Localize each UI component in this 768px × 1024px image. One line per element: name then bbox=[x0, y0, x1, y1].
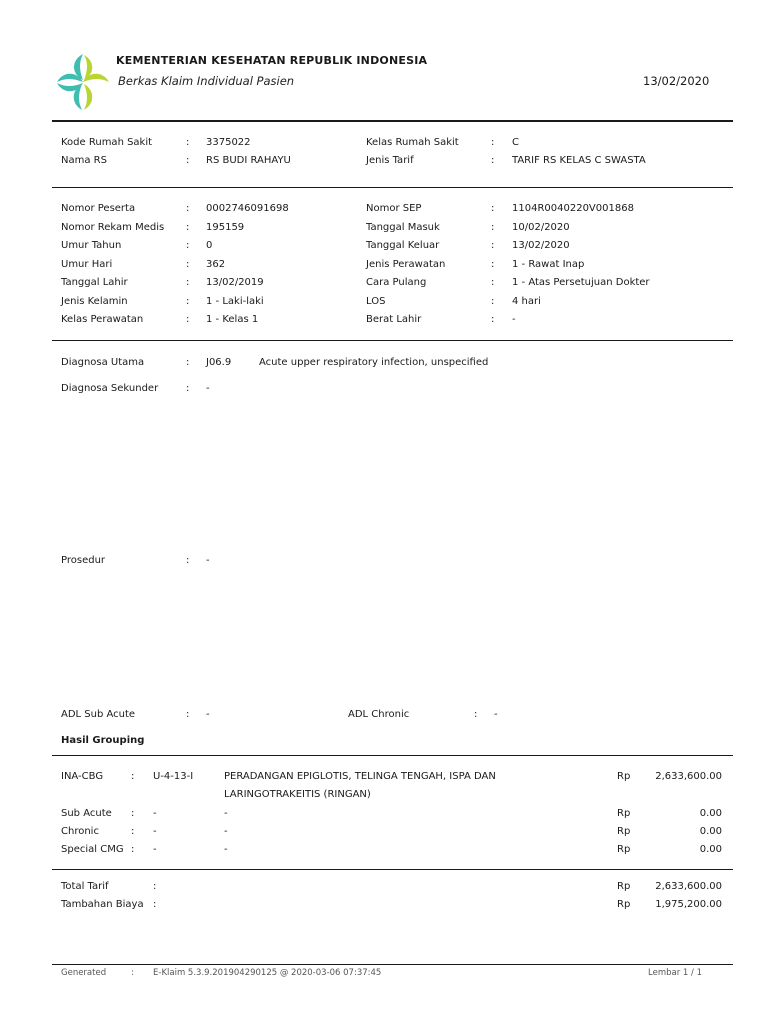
total-tarif-sep: : bbox=[153, 881, 157, 892]
grouping-row-sep: : bbox=[131, 844, 135, 855]
patient-left-label: Kelas Perawatan bbox=[61, 314, 144, 325]
patient-left-value: 0 bbox=[206, 240, 213, 251]
diagnosa-sekunder-sep: : bbox=[186, 383, 190, 394]
patient-left-sep: : bbox=[186, 203, 190, 214]
prosedur-value: - bbox=[206, 555, 210, 566]
kode-rs-label: Kode Rumah Sakit bbox=[61, 137, 153, 148]
tambahan-biaya-sep: : bbox=[153, 899, 157, 910]
grouping-row-desc: - bbox=[224, 808, 228, 819]
adl-sub-acute-sep: : bbox=[186, 709, 190, 720]
prosedur-sep: : bbox=[186, 555, 190, 566]
diagnosa-sekunder-value: - bbox=[206, 383, 210, 394]
tambahan-biaya-label: Tambahan Biaya bbox=[61, 899, 144, 910]
footer-divider bbox=[52, 964, 733, 965]
adl-chronic-label: ADL Chronic bbox=[348, 709, 410, 720]
grouping-divider bbox=[52, 755, 733, 756]
total-tarif-label: Total Tarif bbox=[61, 881, 109, 892]
patient-right-label: Nomor SEP bbox=[366, 203, 422, 214]
grouping-row-amount: 0.00 bbox=[699, 844, 722, 855]
patient-left-sep: : bbox=[186, 314, 190, 325]
patient-right-label: Cara Pulang bbox=[366, 277, 427, 288]
hasil-grouping-heading: Hasil Grouping bbox=[61, 735, 145, 746]
grouping-row-amount: 2,633,600.00 bbox=[655, 771, 722, 782]
patient-left-label: Nomor Peserta bbox=[61, 203, 136, 214]
jenis-tarif-sep: : bbox=[491, 155, 495, 166]
kelas-rs-value: C bbox=[512, 137, 519, 148]
patient-right-value: - bbox=[512, 314, 516, 325]
adl-chronic-value: - bbox=[494, 709, 498, 720]
ministry-title: KEMENTERIAN KESEHATAN REPUBLIK INDONESIA bbox=[116, 54, 428, 67]
patient-right-value: 1 - Rawat Inap bbox=[512, 259, 585, 270]
logo-lime-leaf-bottom bbox=[84, 84, 92, 110]
patient-right-sep: : bbox=[491, 259, 495, 270]
nama-rs-value: RS BUDI RAHAYU bbox=[206, 155, 291, 166]
patient-left-value: 362 bbox=[206, 259, 226, 270]
patient-right-sep: : bbox=[491, 314, 495, 325]
kode-rs-value: 3375022 bbox=[206, 137, 251, 148]
nama-rs-sep: : bbox=[186, 155, 190, 166]
jenis-tarif-label: Jenis Tarif bbox=[366, 155, 414, 166]
patient-left-label: Umur Tahun bbox=[61, 240, 122, 251]
patient-right-value: 13/02/2020 bbox=[512, 240, 570, 251]
patient-divider bbox=[52, 340, 733, 341]
grouping-row-desc: PERADANGAN EPIGLOTIS, TELINGA TENGAH, ISPA DAN bbox=[224, 771, 496, 782]
patient-left-sep: : bbox=[186, 259, 190, 270]
total-divider bbox=[52, 869, 733, 870]
tambahan-biaya-currency: Rp bbox=[617, 899, 631, 910]
patient-right-sep: : bbox=[491, 240, 495, 251]
patient-right-value: 1104R0040220V001868 bbox=[512, 203, 634, 214]
patient-left-sep: : bbox=[186, 222, 190, 233]
tambahan-biaya-amount: 1,975,200.00 bbox=[655, 899, 722, 910]
patient-left-sep: : bbox=[186, 277, 190, 288]
grouping-row-label: Chronic bbox=[61, 826, 99, 837]
generated-sep: : bbox=[131, 968, 134, 978]
diagnosa-utama-desc: Acute upper respiratory infection, unspecified bbox=[259, 357, 489, 368]
document-subtitle: Berkas Klaim Individual Pasien bbox=[118, 74, 295, 88]
generated-label: Generated bbox=[61, 968, 107, 978]
grouping-row-amount: 0.00 bbox=[699, 808, 722, 819]
document-date: 13/02/2020 bbox=[643, 74, 710, 88]
patient-left-sep: : bbox=[186, 296, 190, 307]
total-tarif-currency: Rp bbox=[617, 881, 631, 892]
grouping-row-desc-line2: LARINGOTRAKEITIS (RINGAN) bbox=[224, 789, 371, 800]
grouping-row-label: Special CMG bbox=[61, 844, 124, 855]
diagnosa-utama-sep: : bbox=[186, 357, 190, 368]
grouping-row-sep: : bbox=[131, 808, 135, 819]
patient-right-label: Tanggal Keluar bbox=[366, 240, 440, 251]
grouping-row-label: Sub Acute bbox=[61, 808, 112, 819]
nama-rs-label: Nama RS bbox=[61, 155, 107, 166]
patient-left-label: Jenis Kelamin bbox=[61, 296, 128, 307]
ministry-logo bbox=[55, 52, 111, 112]
total-tarif-amount: 2,633,600.00 bbox=[655, 881, 722, 892]
page-number: Lembar 1 / 1 bbox=[648, 968, 702, 978]
grouping-row-currency: Rp bbox=[617, 826, 631, 837]
patient-right-value: 10/02/2020 bbox=[512, 222, 570, 233]
patient-right-sep: : bbox=[491, 296, 495, 307]
adl-sub-acute-value: - bbox=[206, 709, 210, 720]
patient-left-value: 1 - Kelas 1 bbox=[206, 314, 259, 325]
diagnosa-utama-label: Diagnosa Utama bbox=[61, 357, 145, 368]
generated-value: E-Klaim 5.3.9.201904290125 @ 2020-03-06 07:37:45 bbox=[153, 968, 382, 978]
patient-right-label: LOS bbox=[366, 296, 386, 307]
prosedur-label: Prosedur bbox=[61, 555, 106, 566]
patient-left-value: 1 - Laki-laki bbox=[206, 296, 264, 307]
patient-left-value: 195159 bbox=[206, 222, 245, 233]
patient-left-label: Tanggal Lahir bbox=[61, 277, 128, 288]
grouping-row-code: - bbox=[153, 826, 157, 837]
header-divider bbox=[52, 120, 733, 122]
grouping-row-code: - bbox=[153, 844, 157, 855]
grouping-row-desc: - bbox=[224, 826, 228, 837]
kode-rs-sep: : bbox=[186, 137, 190, 148]
diagnosa-sekunder-label: Diagnosa Sekunder bbox=[61, 383, 159, 394]
grouping-row-currency: Rp bbox=[617, 844, 631, 855]
hospital-divider bbox=[52, 187, 733, 188]
jenis-tarif-value: TARIF RS KELAS C SWASTA bbox=[512, 155, 646, 166]
grouping-row-amount: 0.00 bbox=[699, 826, 722, 837]
patient-right-sep: : bbox=[491, 277, 495, 288]
patient-right-label: Berat Lahir bbox=[366, 314, 422, 325]
grouping-row-code: U-4-13-I bbox=[153, 771, 194, 782]
kelas-rs-sep: : bbox=[491, 137, 495, 148]
grouping-row-sep: : bbox=[131, 826, 135, 837]
grouping-row-desc: - bbox=[224, 844, 228, 855]
patient-right-sep: : bbox=[491, 222, 495, 233]
patient-left-value: 13/02/2019 bbox=[206, 277, 264, 288]
grouping-row-currency: Rp bbox=[617, 771, 631, 782]
patient-left-label: Nomor Rekam Medis bbox=[61, 222, 165, 233]
grouping-row-currency: Rp bbox=[617, 808, 631, 819]
kelas-rs-label: Kelas Rumah Sakit bbox=[366, 137, 459, 148]
adl-chronic-sep: : bbox=[474, 709, 478, 720]
patient-left-label: Umur Hari bbox=[61, 259, 113, 270]
patient-right-sep: : bbox=[491, 203, 495, 214]
adl-sub-acute-label: ADL Sub Acute bbox=[61, 709, 136, 720]
grouping-row-label: INA-CBG bbox=[61, 771, 104, 782]
patient-right-label: Jenis Perawatan bbox=[366, 259, 446, 270]
patient-left-value: 0002746091698 bbox=[206, 203, 289, 214]
patient-left-sep: : bbox=[186, 240, 190, 251]
grouping-row-code: - bbox=[153, 808, 157, 819]
patient-right-value: 1 - Atas Persetujuan Dokter bbox=[512, 277, 650, 288]
patient-right-value: 4 hari bbox=[512, 296, 541, 307]
grouping-row-sep: : bbox=[131, 771, 135, 782]
diagnosa-utama-code: J06.9 bbox=[206, 357, 232, 368]
patient-right-label: Tanggal Masuk bbox=[366, 222, 440, 233]
